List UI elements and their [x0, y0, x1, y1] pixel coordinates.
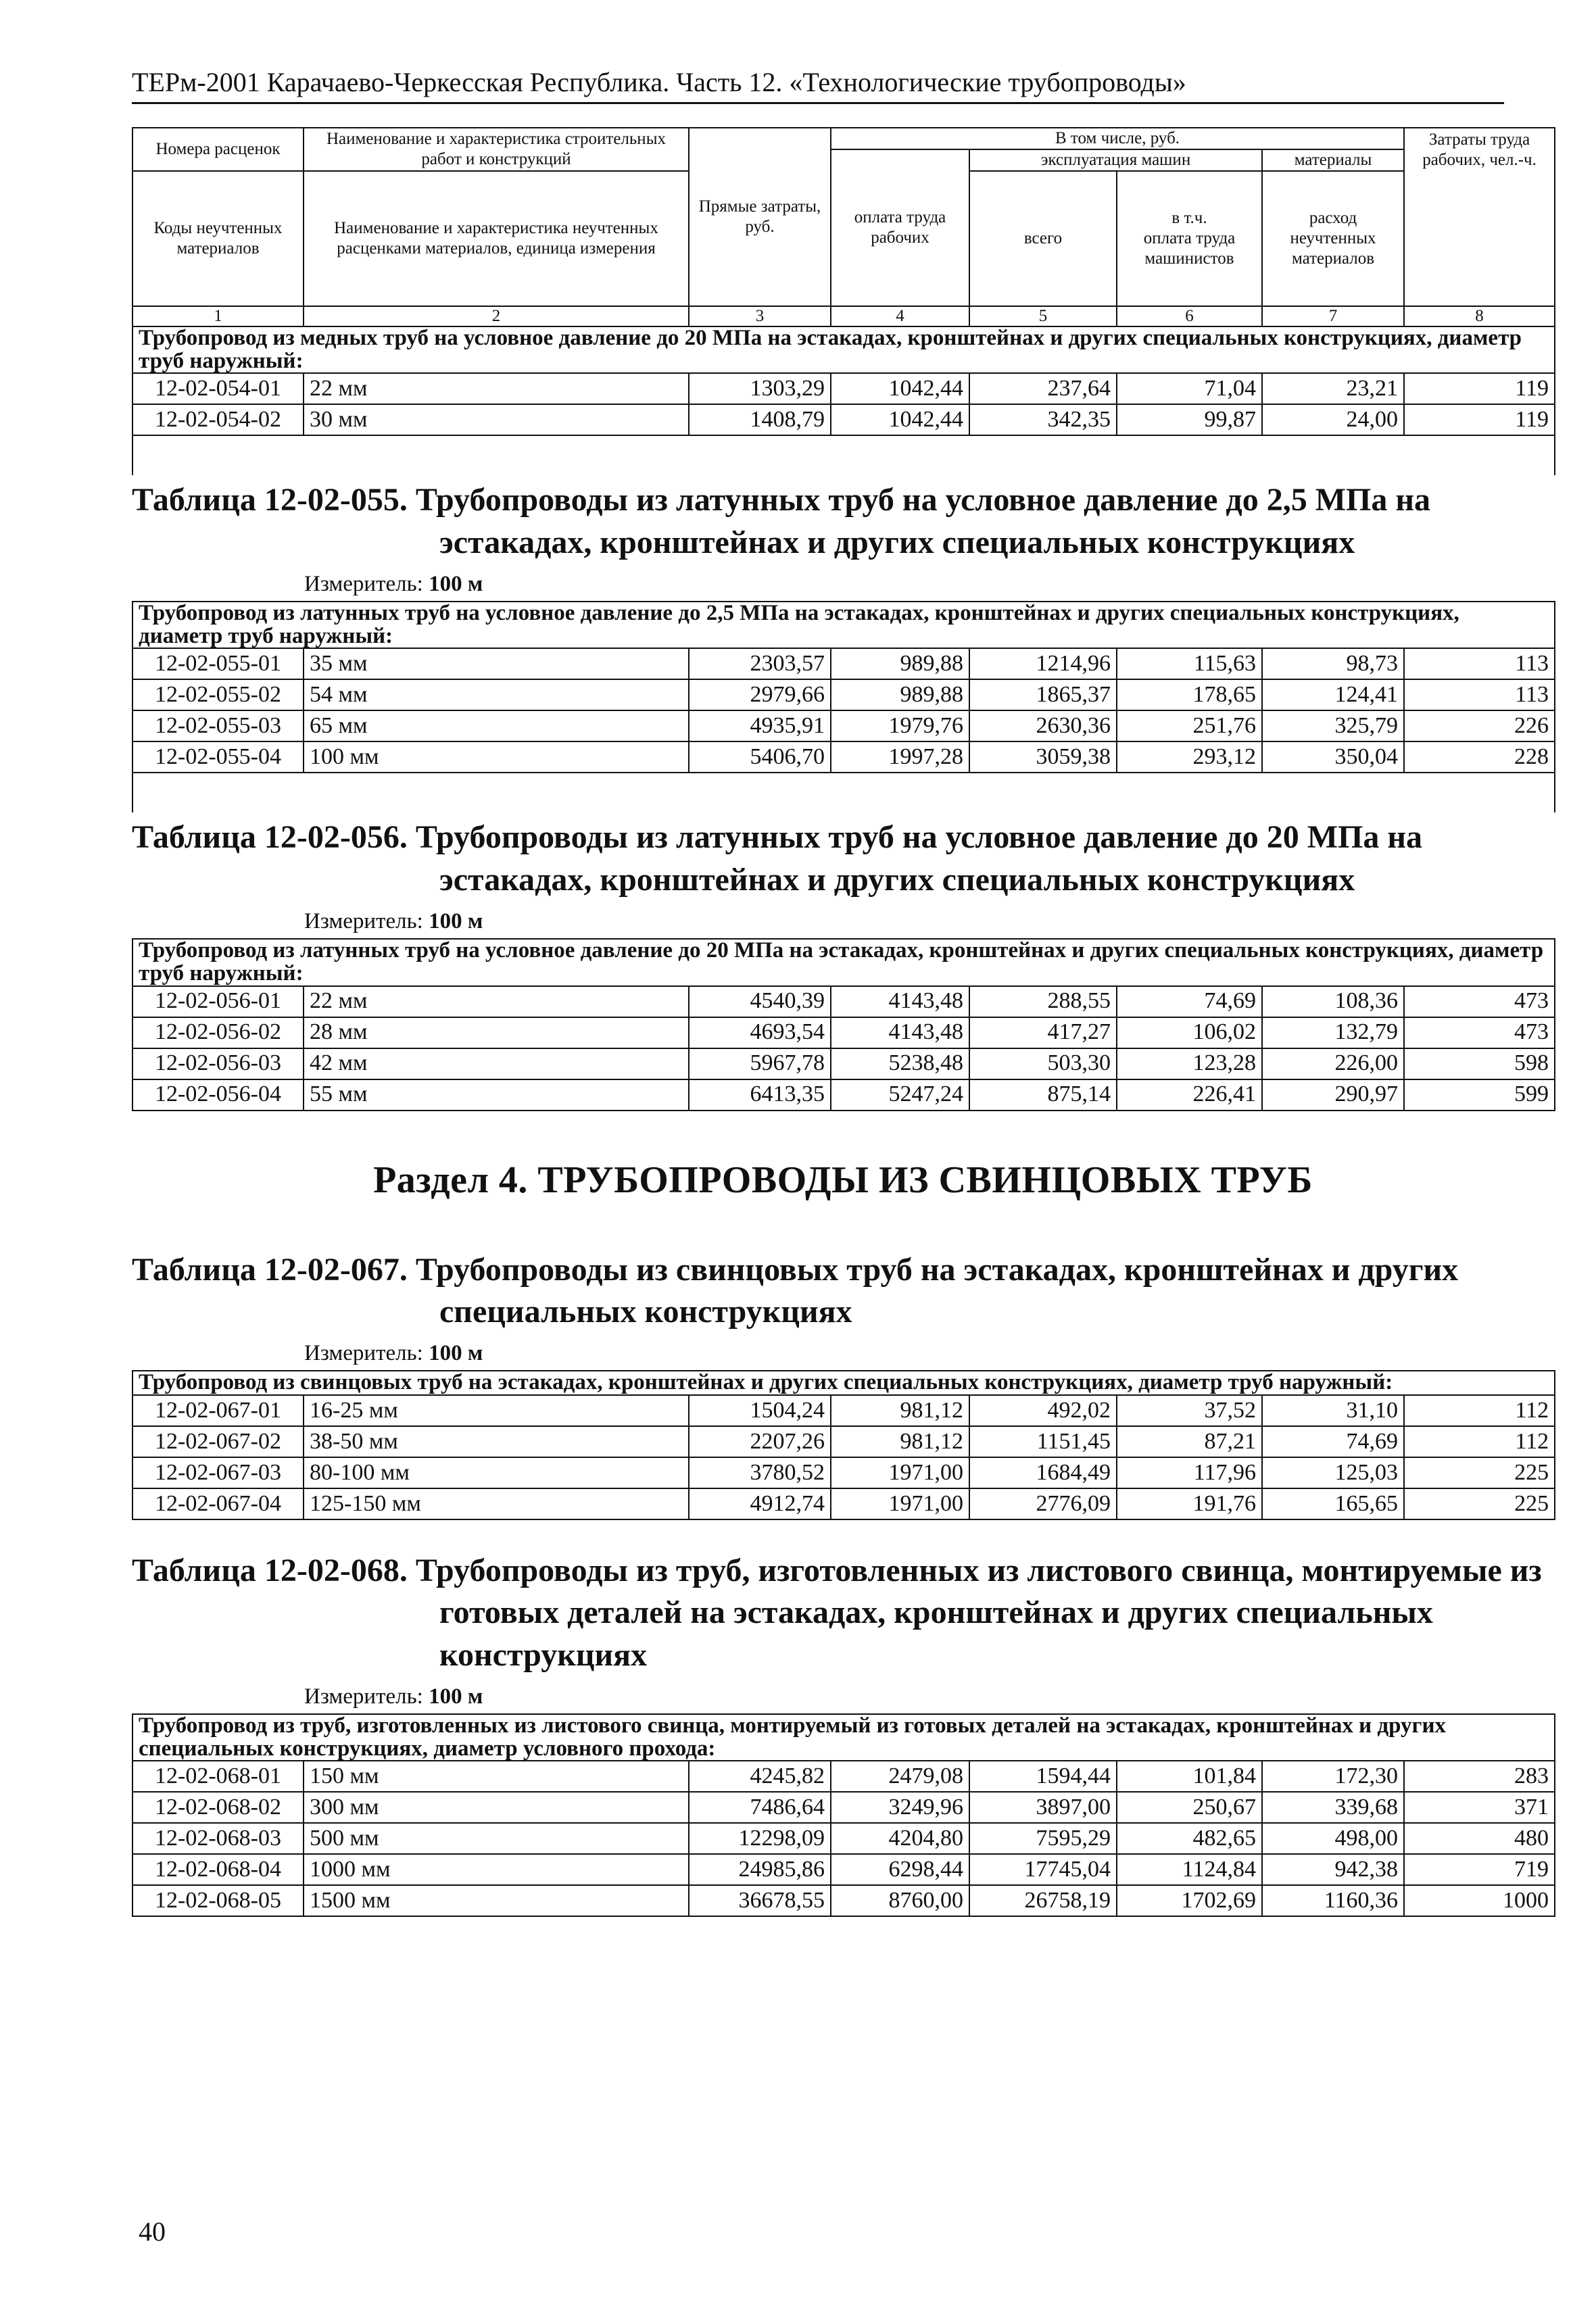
- machinist-pay: 251,76: [1117, 710, 1262, 741]
- materials-cost: 172,30: [1262, 1761, 1404, 1792]
- col-number: 1: [132, 306, 304, 326]
- materials-cost: 74,69: [1262, 1426, 1404, 1457]
- item-name: 300 мм: [304, 1792, 689, 1823]
- rate-code: 12-02-068-05: [132, 1885, 304, 1916]
- materials-cost: 31,10: [1262, 1395, 1404, 1426]
- table-title: Таблица 12-02-055. Трубопроводы из латунных труб на условное давление до 2,5 МПа на эстакадах, кронштейнах и других специальных конструкциях: [132, 482, 1431, 560]
- rates-table-056: [132, 938, 1555, 1111]
- machines-total: 875,14: [969, 1079, 1117, 1111]
- labor-hours: 480: [1404, 1823, 1555, 1854]
- direct-costs: 2979,66: [689, 679, 831, 710]
- rate-code: 12-02-068-01: [132, 1761, 304, 1792]
- labor-hours: 113: [1404, 679, 1555, 710]
- labor-pay: 1971,00: [831, 1488, 969, 1519]
- machinist-pay: 482,65: [1117, 1823, 1262, 1854]
- rate-code: 12-02-067-01: [132, 1395, 304, 1426]
- rate-code: 12-02-068-04: [132, 1854, 304, 1885]
- document-body: [132, 127, 1554, 1917]
- labor-hours: 119: [1404, 404, 1555, 435]
- table-row: [132, 679, 1555, 710]
- measure-value: 100 м: [429, 1341, 483, 1366]
- machines-total: 7595,29: [969, 1823, 1117, 1854]
- measure: [304, 909, 1554, 934]
- measure-label: Измеритель:: [304, 1341, 423, 1366]
- materials-cost: 1160,36: [1262, 1885, 1404, 1916]
- materials-cost: 23,21: [1262, 373, 1404, 404]
- machinist-pay: 226,41: [1117, 1079, 1262, 1111]
- labor-pay: 981,12: [831, 1395, 969, 1426]
- col-number: 6: [1117, 306, 1262, 326]
- item-name: 22 мм: [304, 373, 689, 404]
- materials-cost: 108,36: [1262, 986, 1404, 1017]
- table-row: [132, 1048, 1555, 1079]
- item-name: 54 мм: [304, 679, 689, 710]
- block-subtitle: Трубопровод из труб, изготовленных из листового свинца, монтируемый из готовых деталей на эстакадах, кронштейнах и других специальных конструкциях, диаметр условного прохода:: [132, 1714, 1555, 1761]
- rate-code: 12-02-056-01: [132, 986, 304, 1017]
- materials-cost: 124,41: [1262, 679, 1404, 710]
- machinist-pay: 37,52: [1117, 1395, 1262, 1426]
- labor-pay: 981,12: [831, 1426, 969, 1457]
- col-number: 2: [304, 306, 689, 326]
- block-subtitle: Трубопровод из латунных труб на условное давление до 20 МПа на эстакадах, кронштейнах и других специальных конструкциях, диаметр труб наружный:: [132, 939, 1555, 985]
- table067-rows: [132, 1395, 1555, 1519]
- table-row: [132, 1395, 1555, 1426]
- direct-costs: 5967,78: [689, 1048, 831, 1079]
- table056-rows: [132, 986, 1555, 1111]
- labor-pay: 1042,44: [831, 404, 969, 435]
- labor-pay: 1042,44: [831, 373, 969, 404]
- rate-code: 12-02-068-02: [132, 1792, 304, 1823]
- table-row: [132, 404, 1555, 435]
- col-machinist-pay: [1117, 171, 1262, 306]
- col-unaccounted-consumption: расход неучтенных материалов: [1262, 171, 1404, 306]
- labor-hours: 371: [1404, 1792, 1555, 1823]
- labor-pay: 2479,08: [831, 1761, 969, 1792]
- rates-table-067: [132, 1370, 1555, 1520]
- table055-rows: [132, 648, 1555, 773]
- measure-value: 100 м: [429, 909, 483, 934]
- labor-hours: 473: [1404, 1017, 1555, 1048]
- rate-code: 12-02-054-02: [132, 404, 304, 435]
- rate-code: 12-02-055-02: [132, 679, 304, 710]
- table-row: [132, 1823, 1555, 1854]
- machinist-pay: 250,67: [1117, 1792, 1262, 1823]
- item-name: 22 мм: [304, 986, 689, 1017]
- item-name: 80-100 мм: [304, 1457, 689, 1488]
- labor-pay: 989,88: [831, 648, 969, 679]
- direct-costs: 3780,52: [689, 1457, 831, 1488]
- measure: [304, 1684, 1554, 1709]
- labor-pay: 5247,24: [831, 1079, 969, 1111]
- rate-code: 12-02-056-03: [132, 1048, 304, 1079]
- page-number: 40: [139, 2216, 166, 2247]
- labor-pay: 5238,48: [831, 1048, 969, 1079]
- col-machines-total: всего: [969, 171, 1117, 306]
- table-row: [132, 373, 1555, 404]
- col-number: 5: [969, 306, 1117, 326]
- machinist-pay: 115,63: [1117, 648, 1262, 679]
- col-material-codes: Коды неучтенных материалов: [132, 171, 304, 306]
- materials-cost: 498,00: [1262, 1823, 1404, 1854]
- materials-cost: 290,97: [1262, 1079, 1404, 1111]
- rate-code: 12-02-067-02: [132, 1426, 304, 1457]
- direct-costs: 1408,79: [689, 404, 831, 435]
- col-machinist-pay-label: оплата труда машинистов: [1143, 229, 1236, 268]
- table-row: [132, 648, 1555, 679]
- measure-label: Измеритель:: [304, 572, 423, 597]
- machinist-pay: 1702,69: [1117, 1885, 1262, 1916]
- table-title: Таблица 12-02-068. Трубопроводы из труб, изготовленных из листового свинца, монтируемые из готовых деталей на эстакадах, кронштейнах и других специальных конструкциях: [132, 1552, 1542, 1673]
- col-number: 7: [1262, 306, 1404, 326]
- block-subtitle: Трубопровод из медных труб на условное давление до 20 МПа на эстакадах, кронштейнах и других специальных конструкциях, диаметр труб наружный:: [132, 326, 1555, 373]
- machinist-pay: 293,12: [1117, 741, 1262, 773]
- block1-rows: [132, 373, 1555, 435]
- labor-hours: 119: [1404, 373, 1555, 404]
- item-name: 42 мм: [304, 1048, 689, 1079]
- table-row: [132, 1854, 1555, 1885]
- col-number: 8: [1404, 306, 1555, 326]
- measure-label: Измеритель:: [304, 909, 423, 934]
- item-name: 65 мм: [304, 710, 689, 741]
- labor-pay: 1997,28: [831, 741, 969, 773]
- labor-hours: 473: [1404, 986, 1555, 1017]
- direct-costs: 5406,70: [689, 741, 831, 773]
- direct-costs: 4540,39: [689, 986, 831, 1017]
- rate-code: 12-02-056-02: [132, 1017, 304, 1048]
- rate-code: 12-02-054-01: [132, 373, 304, 404]
- direct-costs: 4245,82: [689, 1761, 831, 1792]
- col-rate-numbers: Номера расценок: [132, 128, 304, 171]
- materials-cost: 325,79: [1262, 710, 1404, 741]
- table-title: Таблица 12-02-056. Трубопроводы из латунных труб на условное давление до 20 МПа на эстакадах, кронштейнах и других специальных конструкциях: [132, 819, 1423, 898]
- direct-costs: 12298,09: [689, 1823, 831, 1854]
- machinist-pay: 101,84: [1117, 1761, 1262, 1792]
- col-labor-costs: Затраты труда рабочих, чел.-ч.: [1404, 128, 1555, 306]
- labor-hours: 1000: [1404, 1885, 1555, 1916]
- table-row: [132, 1488, 1555, 1519]
- col-material-name: Наименование и характеристика неучтенных расценками материалов, единица измерения: [304, 171, 689, 306]
- item-name: 150 мм: [304, 1761, 689, 1792]
- col-number: 4: [831, 306, 969, 326]
- page-header: ТЕРм-2001 Карачаево-Черкесская Республика. Часть 12. «Технологические трубопроводы»: [132, 66, 1504, 104]
- table-row: [132, 1792, 1555, 1823]
- col-labor-pay: оплата труда рабочих: [831, 149, 969, 306]
- machines-total: 3897,00: [969, 1792, 1117, 1823]
- measure-value: 100 м: [429, 1684, 483, 1709]
- block-subtitle: Трубопровод из свинцовых труб на эстакадах, кронштейнах и других специальных конструкциях, диаметр труб наружный:: [132, 1371, 1555, 1395]
- item-name: 30 мм: [304, 404, 689, 435]
- item-name: 1500 мм: [304, 1885, 689, 1916]
- labor-pay: 989,88: [831, 679, 969, 710]
- labor-pay: 1979,76: [831, 710, 969, 741]
- machines-total: 1214,96: [969, 648, 1117, 679]
- table-row: [132, 1426, 1555, 1457]
- labor-hours: 598: [1404, 1048, 1555, 1079]
- rate-code: 12-02-055-03: [132, 710, 304, 741]
- labor-pay: 1971,00: [831, 1457, 969, 1488]
- labor-hours: 112: [1404, 1395, 1555, 1426]
- labor-pay: 6298,44: [831, 1854, 969, 1885]
- item-name: 1000 мм: [304, 1854, 689, 1885]
- table-row: [132, 710, 1555, 741]
- machines-total: 1865,37: [969, 679, 1117, 710]
- col-work-name: Наименование и характеристика строительных работ и конструкций: [304, 128, 689, 171]
- machinist-pay: 191,76: [1117, 1488, 1262, 1519]
- materials-cost: 350,04: [1262, 741, 1404, 773]
- rates-table-068: [132, 1713, 1555, 1917]
- table-row: [132, 1885, 1555, 1916]
- measure: [304, 572, 1554, 597]
- machines-total: 17745,04: [969, 1854, 1117, 1885]
- machinist-pay: 71,04: [1117, 373, 1262, 404]
- machines-total: 2630,36: [969, 710, 1117, 741]
- labor-hours: 228: [1404, 741, 1555, 773]
- item-name: 28 мм: [304, 1017, 689, 1048]
- item-name: 16-25 мм: [304, 1395, 689, 1426]
- machines-total: 237,64: [969, 373, 1117, 404]
- machines-total: 1151,45: [969, 1426, 1117, 1457]
- direct-costs: 4693,54: [689, 1017, 831, 1048]
- machines-total: 503,30: [969, 1048, 1117, 1079]
- direct-costs: 36678,55: [689, 1885, 831, 1916]
- rate-code: 12-02-067-04: [132, 1488, 304, 1519]
- machines-total: 417,27: [969, 1017, 1117, 1048]
- measure-label: Измеритель:: [304, 1684, 423, 1709]
- machinist-pay: 123,28: [1117, 1048, 1262, 1079]
- labor-hours: 226: [1404, 710, 1555, 741]
- col-materials: материалы: [1262, 149, 1404, 171]
- item-name: 35 мм: [304, 648, 689, 679]
- labor-pay: 4143,48: [831, 1017, 969, 1048]
- table-title: Таблица 12-02-067. Трубопроводы из свинцовых труб на эстакадах, кронштейнах и других специальных конструкциях: [132, 1251, 1459, 1330]
- labor-hours: 112: [1404, 1426, 1555, 1457]
- table068-rows: [132, 1761, 1555, 1916]
- labor-hours: 113: [1404, 648, 1555, 679]
- block-subtitle: Трубопровод из латунных труб на условное давление до 2,5 МПа на эстакадах, кронштейнах и других специальных конструкциях, диаметр труб наружный:: [132, 602, 1555, 648]
- item-name: 55 мм: [304, 1079, 689, 1111]
- rate-code: 12-02-055-01: [132, 648, 304, 679]
- machinist-pay: 117,96: [1117, 1457, 1262, 1488]
- machinist-pay: 87,21: [1117, 1426, 1262, 1457]
- machines-total: 2776,09: [969, 1488, 1117, 1519]
- table-row: [132, 1017, 1555, 1048]
- rate-code: 12-02-056-04: [132, 1079, 304, 1111]
- measure-value: 100 м: [429, 572, 483, 597]
- table-row: [132, 1457, 1555, 1488]
- direct-costs: 1504,24: [689, 1395, 831, 1426]
- col-including: В том числе, руб.: [831, 128, 1404, 149]
- labor-hours: 225: [1404, 1488, 1555, 1519]
- materials-cost: 125,03: [1262, 1457, 1404, 1488]
- materials-cost: 98,73: [1262, 648, 1404, 679]
- machinist-pay: 106,02: [1117, 1017, 1262, 1048]
- measure: [304, 1341, 1554, 1366]
- machinist-pay: 1124,84: [1117, 1854, 1262, 1885]
- direct-costs: 7486,64: [689, 1792, 831, 1823]
- labor-pay: 8760,00: [831, 1885, 969, 1916]
- item-name: 38-50 мм: [304, 1426, 689, 1457]
- machinist-pay: 99,87: [1117, 404, 1262, 435]
- direct-costs: 6413,35: [689, 1079, 831, 1111]
- rates-table-055: [132, 601, 1555, 812]
- col-number: 3: [689, 306, 831, 326]
- table-row: [132, 986, 1555, 1017]
- section-title: Раздел 4. ТРУБОПРОВОДЫ ИЗ СВИНЦОВЫХ ТРУБ: [373, 1159, 1313, 1201]
- rate-code: 12-02-068-03: [132, 1823, 304, 1854]
- labor-hours: 283: [1404, 1761, 1555, 1792]
- labor-hours: 599: [1404, 1079, 1555, 1111]
- table-row: [132, 741, 1555, 773]
- direct-costs: 2303,57: [689, 648, 831, 679]
- machines-total: 26758,19: [969, 1885, 1117, 1916]
- direct-costs: 2207,26: [689, 1426, 831, 1457]
- machines-total: 342,35: [969, 404, 1117, 435]
- direct-costs: 1303,29: [689, 373, 831, 404]
- item-name: 100 мм: [304, 741, 689, 773]
- materials-cost: 339,68: [1262, 1792, 1404, 1823]
- item-name: 500 мм: [304, 1823, 689, 1854]
- machinist-pay: 178,65: [1117, 679, 1262, 710]
- machines-total: 1684,49: [969, 1457, 1117, 1488]
- machines-total: 1594,44: [969, 1761, 1117, 1792]
- materials-cost: 226,00: [1262, 1048, 1404, 1079]
- rates-header-table: [132, 127, 1555, 475]
- materials-cost: 132,79: [1262, 1017, 1404, 1048]
- materials-cost: 24,00: [1262, 404, 1404, 435]
- materials-cost: 165,65: [1262, 1488, 1404, 1519]
- col-direct-costs: Прямые затраты, руб.: [689, 128, 831, 306]
- item-name: 125-150 мм: [304, 1488, 689, 1519]
- rate-code: 12-02-055-04: [132, 741, 304, 773]
- direct-costs: 4935,91: [689, 710, 831, 741]
- machines-total: 492,02: [969, 1395, 1117, 1426]
- machines-total: 3059,38: [969, 741, 1117, 773]
- labor-pay: 4204,80: [831, 1823, 969, 1854]
- labor-hours: 225: [1404, 1457, 1555, 1488]
- table-row: [132, 1761, 1555, 1792]
- table-row: [132, 1079, 1555, 1111]
- direct-costs: 24985,86: [689, 1854, 831, 1885]
- machines-total: 288,55: [969, 986, 1117, 1017]
- labor-hours: 719: [1404, 1854, 1555, 1885]
- rate-code: 12-02-067-03: [132, 1457, 304, 1488]
- col-machine-operation: эксплуатация машин: [969, 149, 1262, 171]
- col-including-short: в т.ч.: [1171, 209, 1207, 227]
- labor-pay: 4143,48: [831, 986, 969, 1017]
- direct-costs: 4912,74: [689, 1488, 831, 1519]
- labor-pay: 3249,96: [831, 1792, 969, 1823]
- materials-cost: 942,38: [1262, 1854, 1404, 1885]
- machinist-pay: 74,69: [1117, 986, 1262, 1017]
